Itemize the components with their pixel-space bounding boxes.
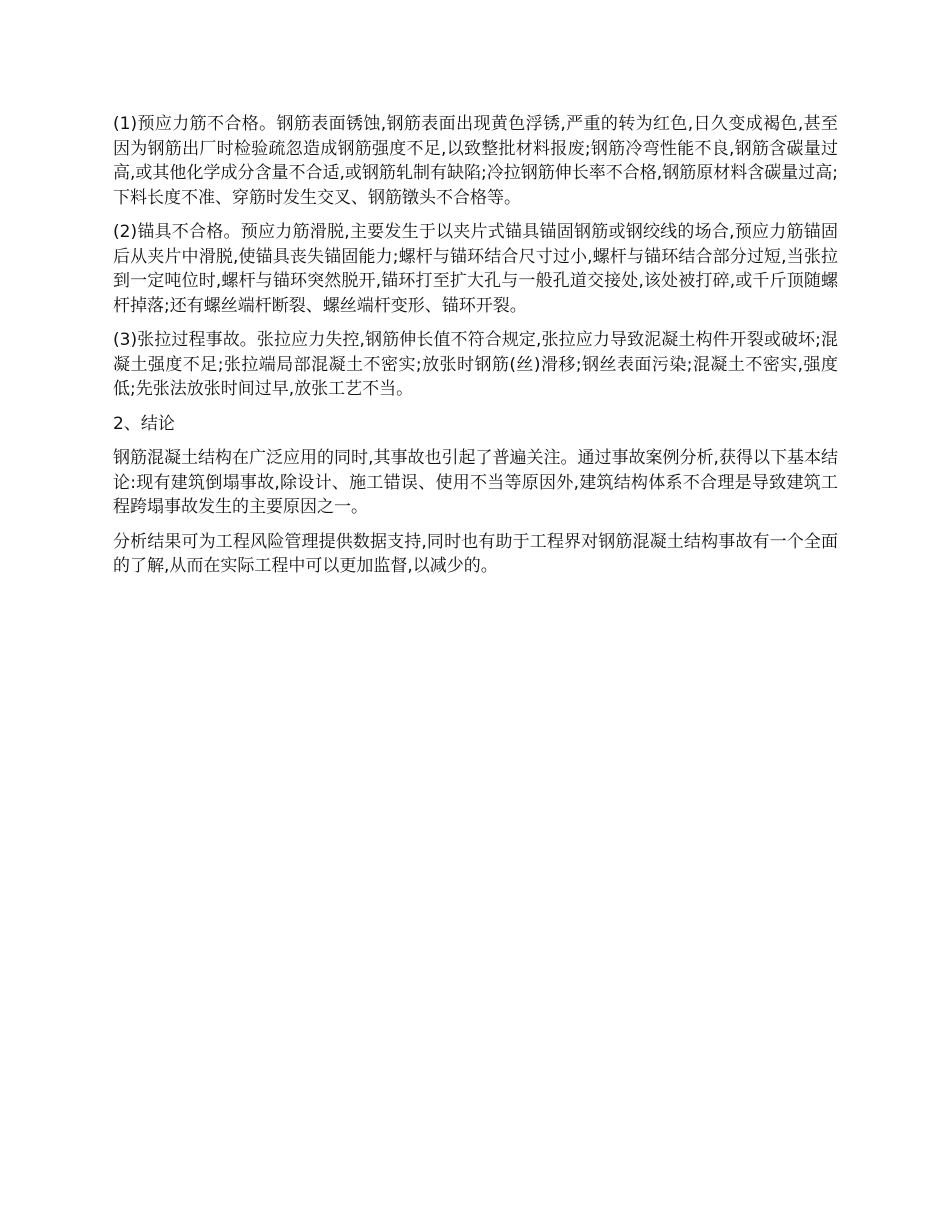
paragraph-conclusion: 钢筋混凝土结构在广泛应用的同时,其事故也引起了普遍关注。通过事故案例分析,获得以下基本结论:现有建筑倒塌事故,除设计、施工错误、使用不当等原因外,建筑结构体系不合理是导致建筑工程跨塌事故发生的主要原因之一。	[113, 448, 838, 517]
paragraph-anchorage: (2)锚具不合格。预应力筋滑脱,主要发生于以夹片式锚具锚固钢筋或钢绞线的场合,预应力筋锚固后从夹片中滑脱,使锚具丧失锚固能力;螺杆与锚环结合尺寸过小,螺杆与锚环结合部分过短,当张拉到一定吨位时,螺杆与锚环突然脱开,锚环打至扩大孔与一般孔道交接处,该处被打碎,或千斤顶随螺杆掉落;还有螺丝端杆断裂、螺丝端杆变形、锚环开裂。	[113, 222, 838, 316]
document-body	[113, 112, 838, 589]
paragraph-prestressed-tendon: (1)预应力筋不合格。钢筋表面锈蚀,钢筋表面出现黄色浮锈,严重的转为红色,日久变成褐色,甚至因为钢筋出厂时检验疏忽造成钢筋强度不足,以致整批材料报废;钢筋冷弯性能不良,钢筋含碳量过高,或其他化学成分含量不合适,或钢筋轧制有缺陷;冷拉钢筋伸长率不合格,钢筋原材料含碳量过高;下料长度不准、穿筋时发生交叉、钢筋镦头不合格等。	[113, 114, 838, 208]
paragraph-tensioning-accident: (3)张拉过程事故。张拉应力失控,钢筋伸长值不符合规定,张拉应力导致泥凝土构件开裂或破坏;混凝土强度不足;张拉端局部混凝土不密实;放张时钢筋(丝)滑移;钢丝表面污染;混凝土不密实,强度低;先张法放张时间过早,放张工艺不当。	[113, 330, 838, 399]
paragraph-analysis-result: 分析结果可为工程风险管理提供数据支持,同时也有助于工程界对钢筋混凝土结构事故有一个全面的了解,从而在实际工程中可以更加监督,以减少的。	[113, 531, 838, 576]
section-heading-conclusion: 2、结论	[113, 413, 175, 434]
